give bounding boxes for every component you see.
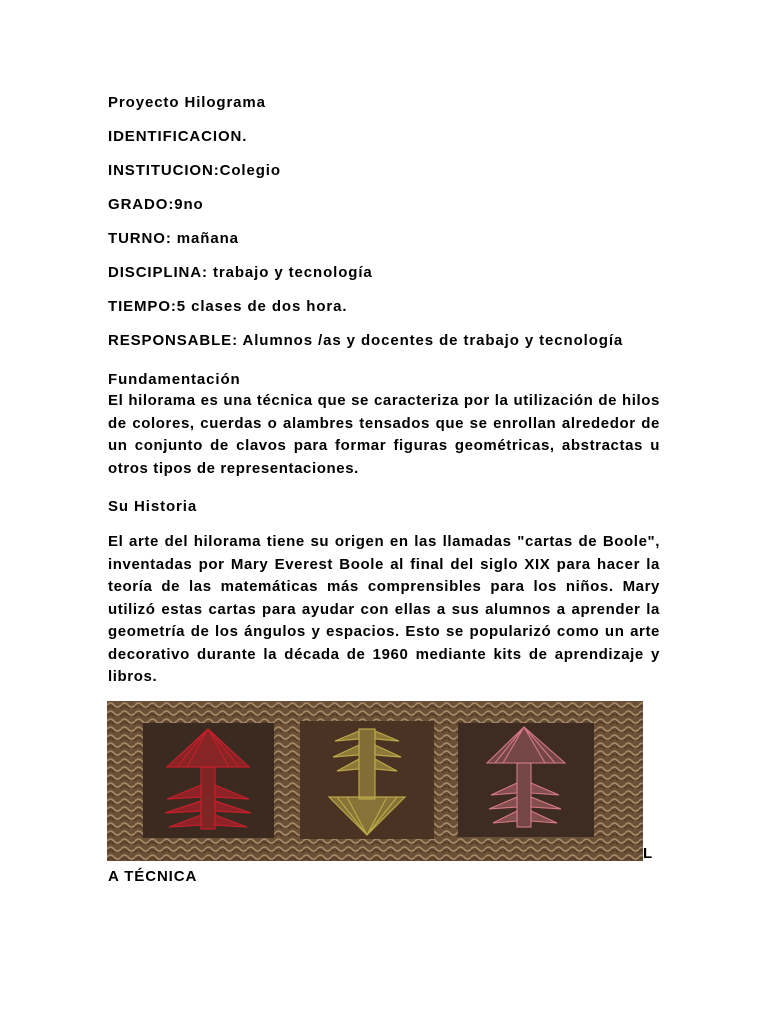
grado-line: GRADO:9no (108, 196, 204, 213)
historia-heading: Su Historia (108, 498, 198, 515)
turno-line: TURNO: mañana (108, 230, 239, 247)
identificacion-label: IDENTIFICACION. (108, 128, 248, 145)
red-arrow-board (143, 723, 274, 838)
fundamentacion-heading: Fundamentación (108, 371, 241, 388)
document-title: Proyecto Hilograma (108, 94, 266, 111)
pink-arrow-board (458, 723, 594, 837)
disciplina-line: DISCIPLINA: trabajo y tecnología (108, 264, 373, 281)
historia-paragraph: El arte del hilorama tiene su origen en las llamadas "cartas de Boole", inventadas por Mary Everest Boole al final del siglo XIX para hacer la teoría de las matemáticas más comprensibles para los niños. Mary utilizó estas cartas para ayudar con ellas a sus alumnos a aprender la geometría de los ángulos y espacios. Esto se popularizó como un arte decorativo durante la década de 1960 mediante kits de aprendizaje y libros. (108, 533, 660, 685)
responsable-line: RESPONSABLE: Alumnos /as y docentes de trabajo y tecnología (108, 332, 624, 349)
string-art-photo (107, 701, 643, 861)
fundamentacion-paragraph: El hilorama es una técnica que se caracteriza por la utilización de hilos de colores, cuerdas o alambres tensados que se enrollan alrededor de un conjunto de clavos para formar figuras geométricas, abstractas u otros tipos de representaciones. (108, 392, 660, 477)
string-art-illustration (107, 701, 643, 861)
tecnica-heading: A TÉCNICA (108, 868, 198, 885)
yellow-arrow-board (300, 721, 434, 839)
tiempo-line: TIEMPO:5 clases de dos hora. (108, 298, 348, 315)
institucion-line: INSTITUCION:Colegio (108, 162, 281, 179)
tecnica-trailing-letter: L (643, 845, 654, 862)
